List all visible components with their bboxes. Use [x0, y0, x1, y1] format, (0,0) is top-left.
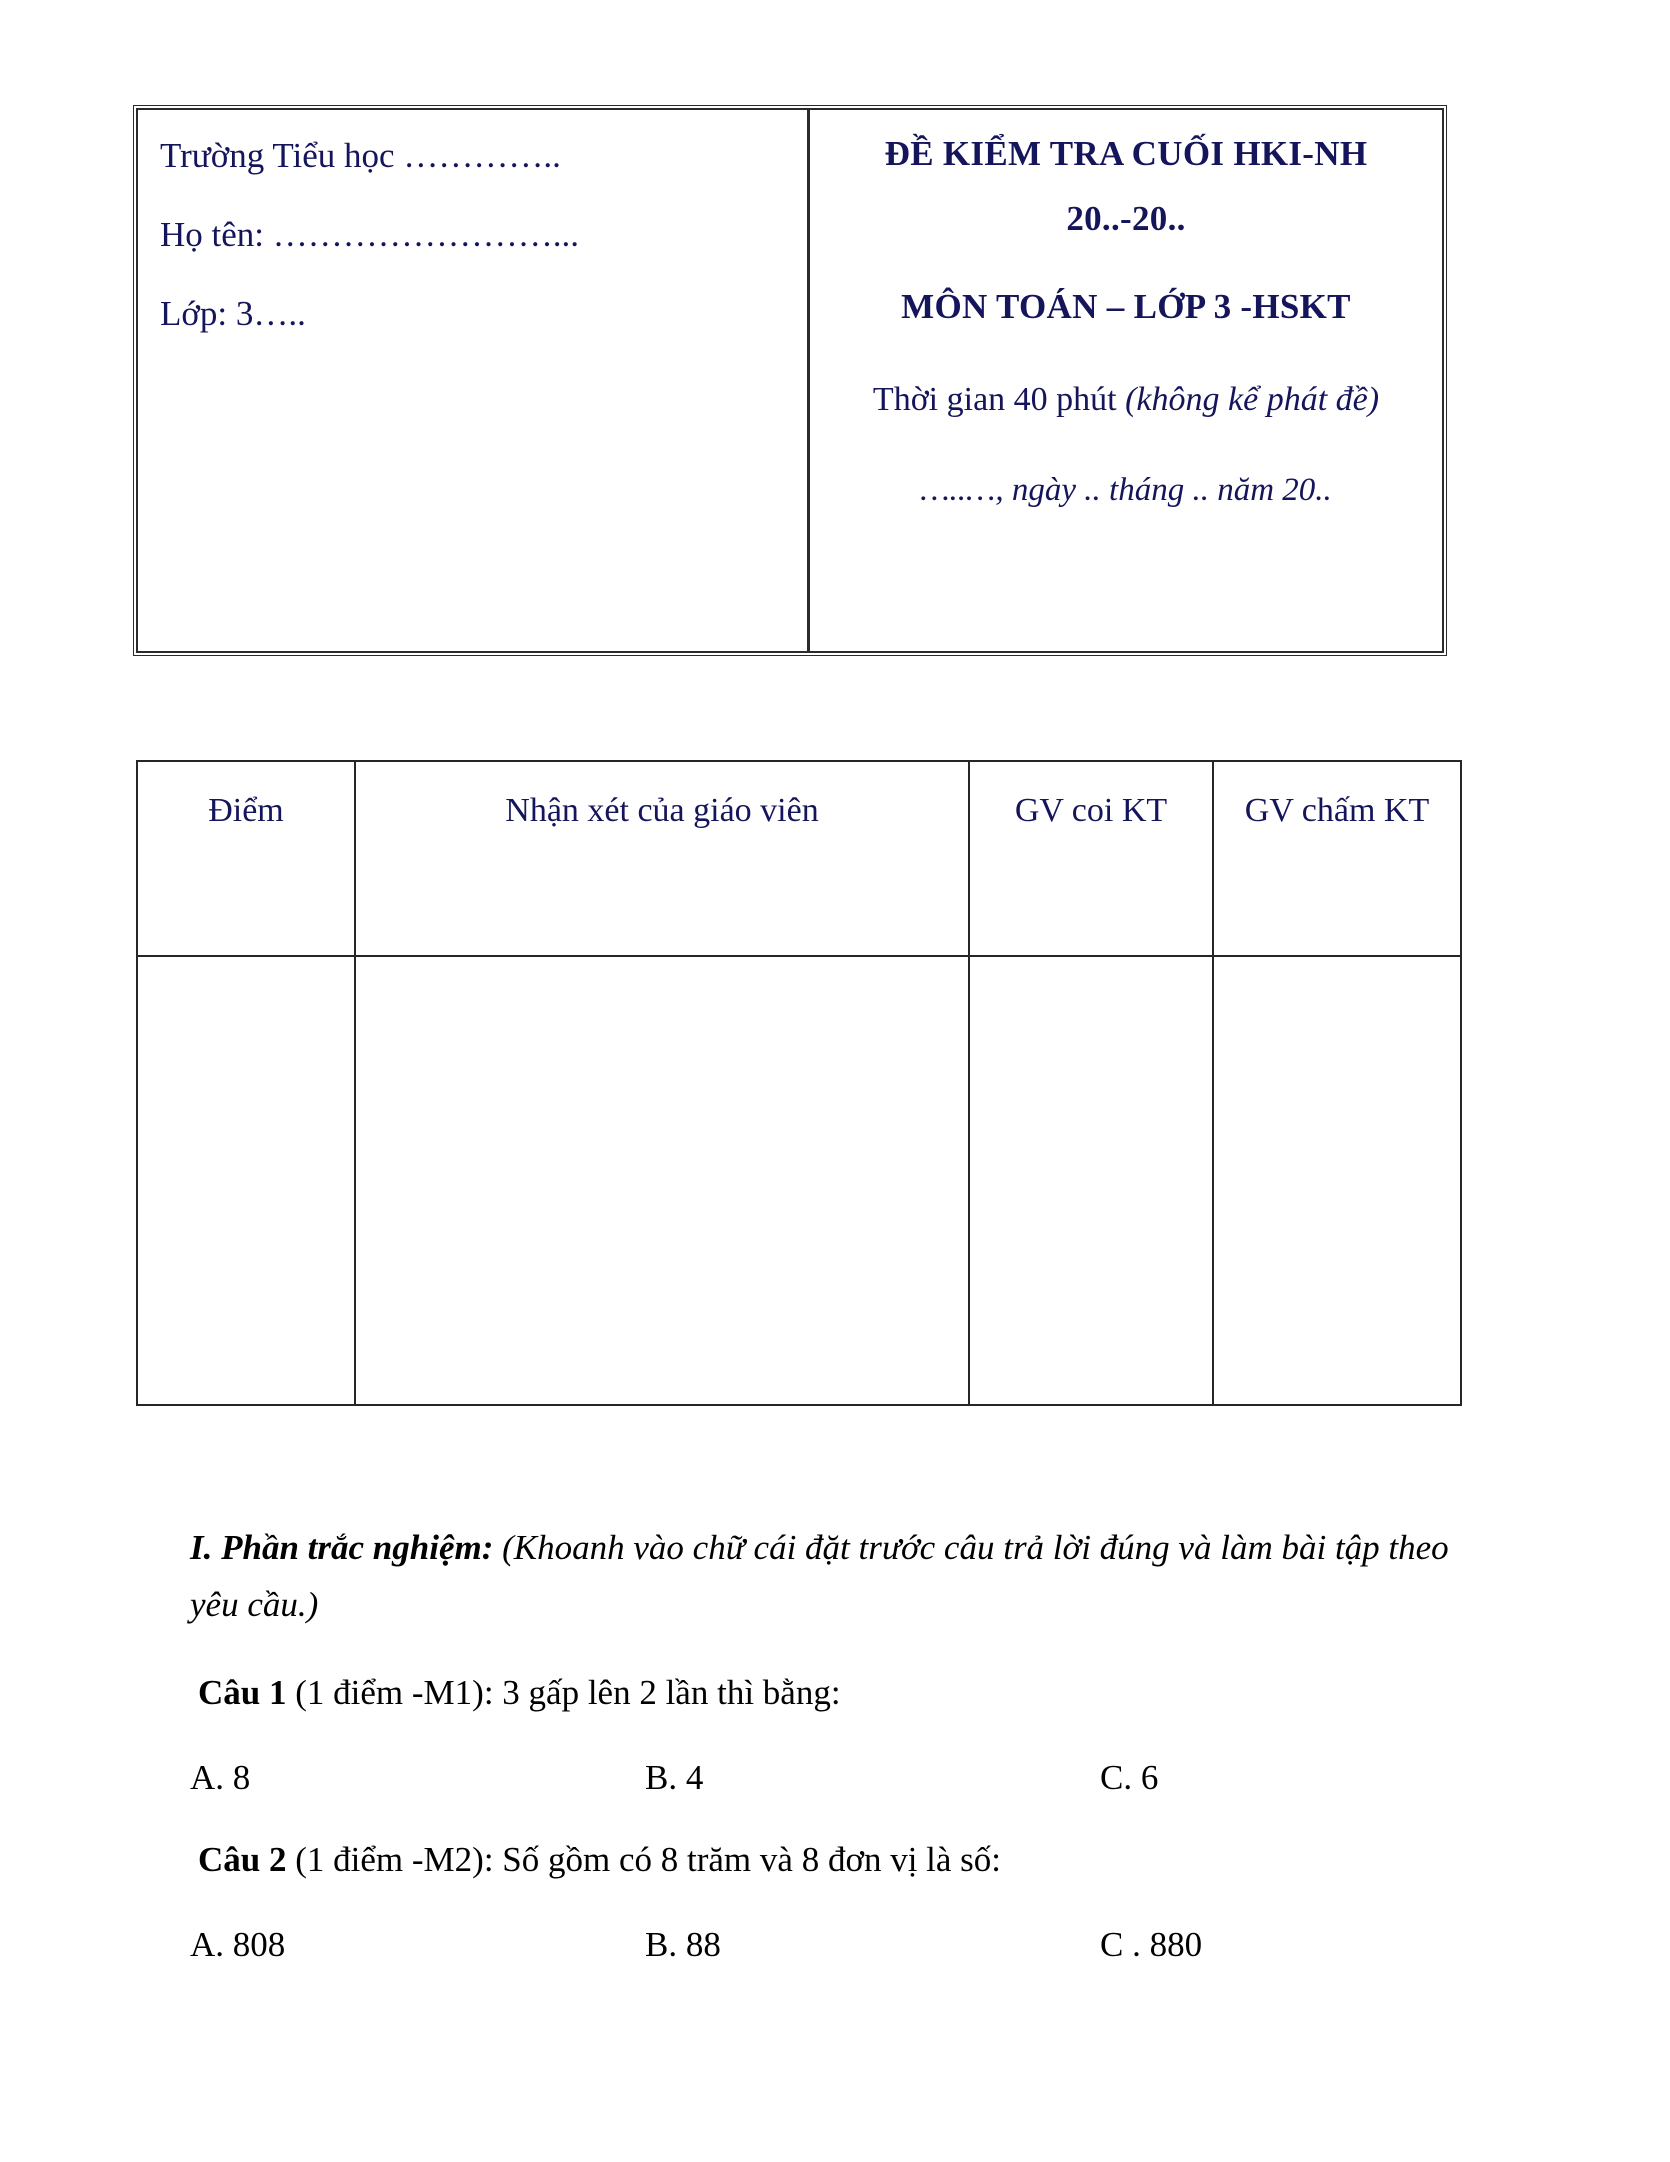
student-name-line: Họ tên: ……………………...	[160, 215, 580, 254]
exam-body-content	[190, 1520, 1480, 1967]
exam-date-line: …..…, ngày .. tháng .. năm 20..	[920, 472, 1332, 509]
question-2-option-a[interactable]: A. 808	[190, 1924, 286, 1964]
grading-header-teacher-comment: Nhận xét của giáo viên	[355, 761, 969, 956]
grading-cell-grader[interactable]	[1213, 956, 1461, 1405]
grading-cell-teacher-comment[interactable]	[355, 956, 969, 1405]
grading-table	[136, 760, 1462, 1406]
question-1-option-c[interactable]: C. 6	[1100, 1757, 1159, 1797]
exam-duration	[828, 375, 1424, 424]
grading-table-body-row	[137, 956, 1461, 1405]
section-heading-multiple-choice	[190, 1520, 1480, 1633]
exam-school-year: 20..-20..	[1066, 198, 1186, 238]
question-2-label: Câu 2	[198, 1840, 287, 1880]
exam-title-cell	[810, 110, 1442, 651]
exam-title: ĐỀ KIỂM TRA CUỐI HKI-NH	[884, 134, 1368, 173]
school-info-cell	[138, 110, 810, 651]
question-2-options	[190, 1922, 1480, 1968]
question-1-option-b[interactable]: B. 4	[645, 1757, 704, 1797]
grading-header-proctor: GV coi KT	[969, 761, 1213, 956]
grading-cell-proctor[interactable]	[969, 956, 1213, 1405]
question-2-option-b[interactable]: B. 88	[645, 1924, 721, 1964]
section-instruction: (Khoanh vào chữ cái đặt trước câu trả lời đúng và làm bài tập theo yêu cầu.)	[190, 1528, 1449, 1624]
question-2-body: (1 điểm -M2): Số gồm có 8 trăm và 8 đơn vị là số:	[286, 1840, 1002, 1880]
school-name-line: Trường Tiểu học …………..	[160, 136, 561, 175]
class-line: Lớp: 3…..	[160, 294, 306, 333]
question-1-body: (1 điểm -M1): 3 gấp lên 2 lần thì bằng:	[286, 1673, 841, 1713]
grading-header-grader: GV chấm KT	[1213, 761, 1461, 956]
section-label: I. Phần trắc nghiệm:	[190, 1528, 494, 1567]
exam-duration-plain: Thời gian 40 phút	[872, 380, 1126, 418]
grading-table-header-row	[137, 761, 1461, 956]
question-2-block	[190, 1834, 1480, 1967]
grading-cell-score[interactable]	[137, 956, 355, 1405]
question-1-text	[190, 1667, 1480, 1720]
exam-header-table	[136, 108, 1444, 653]
exam-subject-grade: MÔN TOÁN – LỚP 3 -HSKT	[901, 286, 1351, 326]
question-1-block	[190, 1667, 1480, 1800]
question-1-label: Câu 1	[198, 1673, 287, 1713]
question-1-option-a[interactable]: A. 8	[190, 1757, 251, 1797]
exam-duration-note: (không kể phát đề)	[1125, 380, 1380, 418]
question-1-options	[190, 1755, 1480, 1801]
question-2-text	[190, 1834, 1480, 1887]
grading-header-score: Điểm	[137, 761, 355, 956]
question-2-option-c[interactable]: C . 880	[1100, 1924, 1203, 1964]
